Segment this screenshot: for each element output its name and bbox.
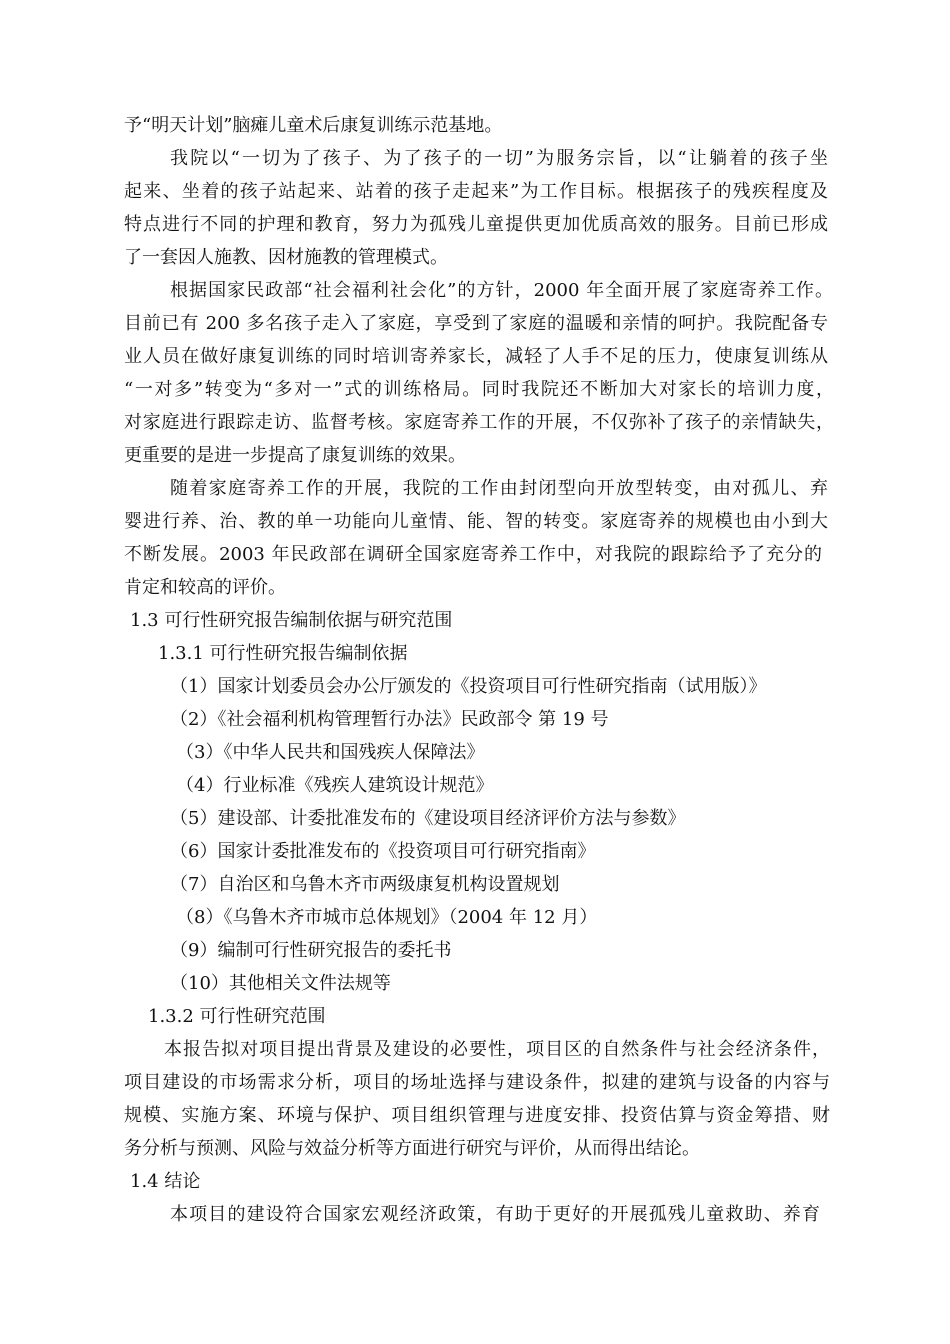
paragraph-line: 本项目的建设符合国家宏观经济政策，有助于更好的开展孤残儿童救助、养育 bbox=[170, 1204, 820, 1225]
list-item: （9）编制可行性研究报告的委托书 bbox=[170, 940, 452, 961]
section-heading-1-4: 1.4 结论 bbox=[130, 1171, 201, 1192]
list-item: （5）建设部、计委批准发布的《建设项目经济评价方法与参数》 bbox=[170, 808, 686, 829]
paragraph-line: 对家庭进行跟踪走访、监督考核。家庭寄养工作的开展，不仅弥补了孩子的亲情缺失， bbox=[124, 412, 834, 433]
paragraph-line: 起来、坐着的孩子站起来、站着的孩子走起来”为工作目标。根据孩子的残疾程度及 bbox=[124, 181, 828, 202]
list-item: （4）行业标准《残疾人建筑设计规范》 bbox=[176, 775, 494, 796]
subsection-heading-1-3-2: 1.3.2 可行性研究范围 bbox=[148, 1006, 326, 1027]
paragraph-line: 更重要的是进一步提高了康复训练的效果。 bbox=[124, 445, 466, 466]
paragraph-line: 务分析与预测、风险与效益分析等方面进行研究与评价，从而得出结论。 bbox=[124, 1138, 700, 1159]
paragraph-line: 予“明天计划”脑瘫儿童术后康复训练示范基地。 bbox=[124, 115, 503, 136]
paragraph-line: 不断发展。2003 年民政部在调研全国家庭寄养工作中，对我院的跟踪给予了充分的 bbox=[124, 544, 822, 565]
paragraph-line: 特点进行不同的护理和教育，努力为孤残儿童提供更加优质高效的服务。目前已形成 bbox=[124, 214, 828, 235]
section-heading-1-3: 1.3 可行性研究报告编制依据与研究范围 bbox=[130, 610, 453, 631]
paragraph-line: 根据国家民政部“社会福利社会化”的方针，2000 年全面开展了家庭寄养工作。 bbox=[170, 280, 833, 301]
list-item: （6）国家计委批准发布的《投资项目可行研究指南》 bbox=[170, 841, 596, 862]
subsection-heading-1-3-1: 1.3.1 可行性研究报告编制依据 bbox=[158, 643, 408, 664]
paragraph-line: 了一套因人施教、因材施教的管理模式。 bbox=[124, 247, 448, 268]
list-item: （2）《社会福利机构管理暂行办法》民政部令 第 19 号 bbox=[170, 709, 609, 730]
paragraph-line: 规模、实施方案、环境与保护、项目组织管理与进度安排、投资估算与资金筹措、财 bbox=[124, 1105, 830, 1126]
paragraph-line: 我院以“一切为了孩子、为了孩子的一切”为服务宗旨，以“让躺着的孩子坐 bbox=[170, 148, 828, 169]
paragraph-line: 肯定和较高的评价。 bbox=[124, 577, 286, 598]
paragraph-line: 随着家庭寄养工作的开展，我院的工作由封闭型向开放型转变，由对孤儿、弃 bbox=[170, 478, 828, 499]
list-item: （3）《中华人民共和国残疾人保障法》 bbox=[176, 742, 485, 763]
paragraph-line: 婴进行养、治、教的单一功能向儿童情、能、智的转变。家庭寄养的规模也由小到大 bbox=[124, 511, 828, 532]
paragraph-line: 业人员在做好康复训练的同时培训寄养家长，减轻了人手不足的压力，使康复训练从 bbox=[124, 346, 828, 367]
list-item: （7）自治区和乌鲁木齐市两级康复机构设置规划 bbox=[170, 874, 560, 895]
paragraph-line: 本报告拟对项目提出背景及建设的必要性，项目区的自然条件与社会经济条件， bbox=[164, 1039, 830, 1060]
paragraph-line: “一对多”转变为“多对一”式的训练格局。同时我院还不断加大对家长的培训力度， bbox=[124, 379, 834, 400]
list-item: （1）国家计划委员会办公厅颁发的《投资项目可行性研究指南（试用版）》 bbox=[170, 676, 767, 697]
list-item: （8）《乌鲁木齐市城市总体规划》（2004 年 12 月） bbox=[176, 907, 598, 928]
paragraph-line: 项目建设的市场需求分析，项目的场址选择与建设条件，拟建的建筑与设备的内容与 bbox=[124, 1072, 830, 1093]
paragraph-line: 目前已有 200 多名孩子走入了家庭，享受到了家庭的温暖和亲情的呵护。我院配备专 bbox=[124, 313, 828, 334]
list-item: （10）其他相关文件法规等 bbox=[170, 973, 391, 994]
